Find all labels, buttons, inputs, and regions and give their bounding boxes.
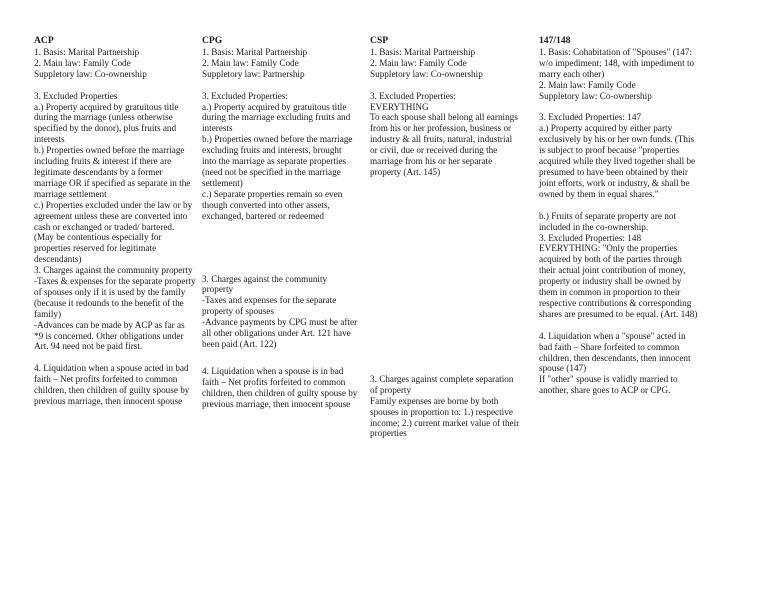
column-header: 147/148 (539, 35, 571, 46)
basis-line: 1. Basis: Cohabitation of "Spouses" (147: w/o impediment; 148, with impediment to marry each other) (539, 46, 695, 79)
main-law-line: 2. Main law: Family Code (34, 57, 131, 68)
excluded-item-b: b.) Properties owned before the marriage excluding fruits and interests, brought into the marriage as separate properties (need not be specified in the marriage settlement) (202, 134, 353, 188)
basis-block (202, 47, 358, 80)
charges-title: 3. Charges against the community property (202, 273, 328, 295)
basis-block (539, 47, 699, 102)
basis-line: 1. Basis: Marital Partnership (34, 46, 140, 57)
column-acp (34, 36, 196, 407)
excluded-item-c: c.) Properties excluded under the law or by agreement unless these are converted into cash or exchanged or traded/ bartered. (May be contentious especially for properties reserved for legitimate descendants) (34, 199, 193, 265)
basis-line: 1. Basis: Marital Partnership (202, 46, 308, 57)
excluded-148-title: 3. Excluded Properties: 148 (539, 232, 642, 243)
column-147-148 (539, 36, 699, 407)
main-law-line: 2. Main law: Family Code (539, 79, 636, 90)
basis-block (34, 47, 196, 80)
excluded-block (370, 91, 522, 178)
excluded-148-text: EVERYTHING: "Only the properties acquired by both of the parties through their actual joint contribution of money, property or industry shall be owned by them in common in proportion to their respective contributions & corresponding shares are presumed to be equal. (Art. 148) (539, 243, 698, 319)
liquidation-text: If "other" spouse is validly married to another, share goes to ACP or CPG. (539, 374, 678, 396)
excluded-item-a: a.) Property acquired by either party exclusively by his or her own funds. (This is subject to proof because "properties acquired while they lived together shall be presumed to have been obtained by their joint efforts, work or industry, & shall be owned by them in equal shares." (539, 123, 696, 199)
charges-title: 3. Charges against the community property (34, 265, 193, 276)
charges-item-1: -Taxes and expenses for the separate property of spouses (202, 295, 337, 317)
excluded-subtitle: EVERYTHING (370, 101, 429, 112)
excluded-item-c: c.) Separate properties remain so even though converted into other assets, exchanged, bartered or redeemed (202, 188, 343, 221)
excluded-title: 3. Excluded Properties: (202, 90, 288, 101)
suppletory-line: Suppletory law: Co-ownership (539, 90, 652, 101)
excluded-item-b: b.) Fruits of separate property are not included in the co-ownership. (539, 210, 677, 232)
charges-block (34, 276, 196, 352)
liquidation-text: 4. Liquidation when a spouse acted in bad faith – Net profits forfeited to common children, then children of guilty spouse by previous marriage, then innocent spouse (34, 363, 190, 407)
charges-text: Family expenses are borne by both spouses in proportion to: 1.) respective income; 2.) current market value of their properties (370, 395, 520, 439)
charges-item-1: -Taxes & expenses for the separate property of spouses only if it is used by the family (because it redounds to the benefit of the family) (34, 276, 196, 319)
liquidation-title: 4. Liquidation when a "spouse" acted in bad faith – Share forfeited to common children, then descendants, then innocent spouse (147) (539, 330, 691, 374)
basis-block (370, 47, 522, 80)
excluded-item-a: a.) Property acquired by gratuitous title during the marriage (unless otherwise specified by the donor), plus fruits and interests (34, 101, 179, 145)
excluded-title: 3. Excluded Properties: (370, 90, 456, 101)
column-csp (370, 36, 522, 439)
main-law-line: 2. Main law: Family Code (202, 57, 299, 68)
liquidation-text: 4. Liquidation when a spouse is in bad faith – Net profits forfeited to common children, then children of guilty spouse by previous marriage, then innocent spouse (202, 365, 358, 409)
excluded-title: 3. Excluded Properties (34, 90, 118, 101)
charges-item-2: -Advances can be made by ACP as far as *9 is concerned. Other obligations under Art. 94 need not be paid first. (34, 319, 185, 352)
column-header: CPG (202, 35, 223, 46)
column-header: ACP (34, 35, 54, 46)
excluded-item-b: b.) Properties owned before the marriage including fruits & interest if there are legitimate descendants by a former marriage OR if specified as separate in the marriage settlement (34, 145, 191, 199)
excluded-text: To each spouse shall belong all earnings from his or her profession, business or industry & all fruits, natural, industrial or civil, due or received during the marriage from his or her separate property (Art. 145) (370, 112, 518, 177)
suppletory-line: Suppletory law: Co-ownership (370, 68, 483, 79)
excluded-item-a: a.) Property acquired by gratuitous title during the marriage excluding fruits and interests (202, 101, 351, 134)
liquidation-block (539, 331, 699, 396)
suppletory-line: Suppletory law: Partnership (202, 68, 305, 79)
excluded-147-block (539, 112, 699, 199)
charges-item-2: -Advance payments by CPG must be after all other obligations under Art. 121 have been paid (Art. 122) (202, 317, 358, 349)
basis-line: 1. Basis: Marital Partnership (370, 46, 476, 57)
main-law-line: 2. Main law: Family Code (370, 57, 467, 68)
excluded-title: 3. Excluded Properties: 147 (539, 112, 642, 123)
column-cpg (202, 36, 358, 409)
suppletory-line: Suppletory law: Co-ownership (34, 68, 147, 79)
charges-title: 3. Charges against complete separation of property (370, 373, 514, 395)
column-header: CSP (370, 35, 389, 46)
excluded-148-block (539, 233, 699, 320)
